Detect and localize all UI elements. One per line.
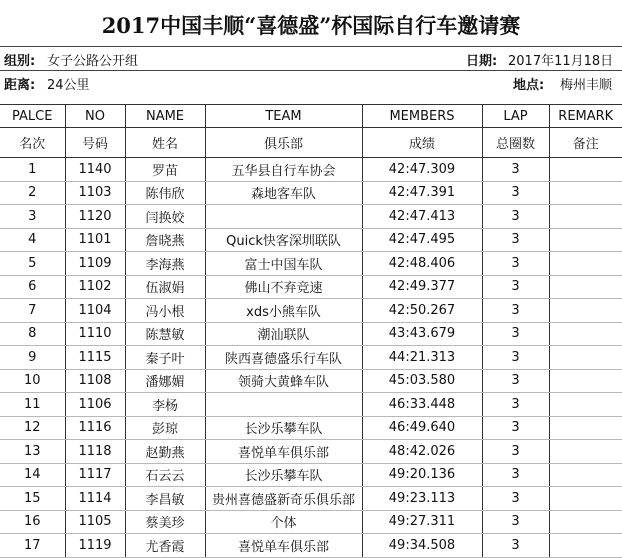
cell-lap: 3 bbox=[482, 158, 549, 182]
group-label: 组别: bbox=[4, 54, 36, 69]
cell-lap: 3 bbox=[482, 369, 549, 393]
cell-team: xds小熊车队 bbox=[205, 299, 362, 323]
cell-name: 李海燕 bbox=[125, 252, 205, 276]
cell-lap: 3 bbox=[482, 440, 549, 464]
cell-number: 1117 bbox=[65, 463, 125, 487]
header-row-cn bbox=[0, 128, 622, 158]
cell-time: 49:23.113 bbox=[362, 487, 482, 511]
cell-remark: REMARK bbox=[549, 105, 622, 128]
cell-place: 6 bbox=[0, 275, 65, 299]
cell-number: 1101 bbox=[65, 228, 125, 252]
cell-time: 46:33.448 bbox=[362, 393, 482, 417]
cell-remark bbox=[549, 205, 622, 229]
cell-place: 11 bbox=[0, 393, 65, 417]
cell-time: 46:49.640 bbox=[362, 416, 482, 440]
cell-remark bbox=[549, 299, 622, 323]
cell-team: 长沙乐攀车队 bbox=[205, 463, 362, 487]
cell-lap: 总圈数 bbox=[482, 128, 549, 158]
cell-place: 7 bbox=[0, 299, 65, 323]
cell-place: 3 bbox=[0, 205, 65, 229]
cell-lap: 3 bbox=[482, 534, 549, 558]
table-row bbox=[0, 487, 622, 511]
cell-number: 1118 bbox=[65, 440, 125, 464]
cell-lap: 3 bbox=[482, 228, 549, 252]
cell-lap: LAP bbox=[482, 105, 549, 128]
cell-name: NAME bbox=[125, 105, 205, 128]
cell-number: 1104 bbox=[65, 299, 125, 323]
cell-team: 五华县自行车协会 bbox=[205, 158, 362, 182]
cell-place: 13 bbox=[0, 440, 65, 464]
cell-name: 赵勤燕 bbox=[125, 440, 205, 464]
cell-team: 喜悦单车俱乐部 bbox=[205, 440, 362, 464]
cell-place: 16 bbox=[0, 510, 65, 534]
page-title: 2017中国丰顺“喜德盛”杯国际自行车邀请赛 bbox=[101, 13, 521, 38]
cell-time: 49:27.311 bbox=[362, 510, 482, 534]
cell-team: 佛山不弃竞速 bbox=[205, 275, 362, 299]
table-row bbox=[0, 275, 622, 299]
cell-lap: 3 bbox=[482, 205, 549, 229]
cell-lap: 3 bbox=[482, 181, 549, 205]
cell-place: 8 bbox=[0, 322, 65, 346]
cell-place: 10 bbox=[0, 369, 65, 393]
cell-remark bbox=[549, 158, 622, 182]
cell-number: 1106 bbox=[65, 393, 125, 417]
cell-team: 陕西喜德盛乐行车队 bbox=[205, 346, 362, 370]
cell-time: 49:20.136 bbox=[362, 463, 482, 487]
cell-place: 4 bbox=[0, 228, 65, 252]
cell-number: 1120 bbox=[65, 205, 125, 229]
cell-number: 1115 bbox=[65, 346, 125, 370]
cell-number: 1116 bbox=[65, 416, 125, 440]
table-row bbox=[0, 440, 622, 464]
cell-number: 1110 bbox=[65, 322, 125, 346]
cell-number: NO bbox=[65, 105, 125, 128]
date-label: 日期: bbox=[466, 54, 498, 69]
cell-time: 42:47.495 bbox=[362, 228, 482, 252]
cell-team: TEAM bbox=[205, 105, 362, 128]
cell-lap: 3 bbox=[482, 510, 549, 534]
cell-remark bbox=[549, 346, 622, 370]
table-row bbox=[0, 322, 622, 346]
cell-team: 领骑大黄蜂车队 bbox=[205, 369, 362, 393]
cell-name: 李昌敏 bbox=[125, 487, 205, 511]
cell-lap: 3 bbox=[482, 322, 549, 346]
cell-name: 陈伟欣 bbox=[125, 181, 205, 205]
cell-name: 闫换姣 bbox=[125, 205, 205, 229]
table-row bbox=[0, 510, 622, 534]
cell-team bbox=[205, 205, 362, 229]
cell-remark bbox=[549, 393, 622, 417]
cell-remark bbox=[549, 463, 622, 487]
cell-team: 俱乐部 bbox=[205, 128, 362, 158]
cell-team: 个体 bbox=[205, 510, 362, 534]
cell-lap: 3 bbox=[482, 393, 549, 417]
cell-lap: 3 bbox=[482, 463, 549, 487]
cell-remark bbox=[549, 228, 622, 252]
cell-team: 长沙乐攀车队 bbox=[205, 416, 362, 440]
cell-number: 1108 bbox=[65, 369, 125, 393]
table-row bbox=[0, 205, 622, 229]
table-row bbox=[0, 463, 622, 487]
cell-number: 1140 bbox=[65, 158, 125, 182]
cell-team: 贵州喜德盛新奇乐俱乐部 bbox=[205, 487, 362, 511]
cell-place: 14 bbox=[0, 463, 65, 487]
results-table-body bbox=[0, 105, 622, 558]
cell-place: 2 bbox=[0, 181, 65, 205]
cell-lap: 3 bbox=[482, 299, 549, 323]
location-label: 地点: bbox=[513, 78, 545, 93]
cell-name: 蔡美珍 bbox=[125, 510, 205, 534]
cell-name: 尤香霞 bbox=[125, 534, 205, 558]
distance-value: 24公里 bbox=[47, 78, 90, 93]
cell-place: 17 bbox=[0, 534, 65, 558]
table-row bbox=[0, 393, 622, 417]
cell-time: 42:50.267 bbox=[362, 299, 482, 323]
cell-remark bbox=[549, 416, 622, 440]
cell-place: 12 bbox=[0, 416, 65, 440]
cell-name: 李杨 bbox=[125, 393, 205, 417]
cell-time: 45:03.580 bbox=[362, 369, 482, 393]
cell-remark bbox=[549, 369, 622, 393]
cell-lap: 3 bbox=[482, 416, 549, 440]
cell-time: 42:48.406 bbox=[362, 252, 482, 276]
cell-number: 1102 bbox=[65, 275, 125, 299]
header-row-en bbox=[0, 105, 622, 128]
cell-team: 潮汕联队 bbox=[205, 322, 362, 346]
cell-team: Quick快客深圳联队 bbox=[205, 228, 362, 252]
cell-place: 1 bbox=[0, 158, 65, 182]
cell-remark bbox=[549, 534, 622, 558]
cell-name: 陈慧敏 bbox=[125, 322, 205, 346]
cell-time: 42:47.309 bbox=[362, 158, 482, 182]
cell-number: 1105 bbox=[65, 510, 125, 534]
cell-remark bbox=[549, 322, 622, 346]
cell-time: 42:49.377 bbox=[362, 275, 482, 299]
group-value: 女子公路公开组 bbox=[47, 54, 139, 69]
cell-team bbox=[205, 393, 362, 417]
table-row bbox=[0, 346, 622, 370]
info-row-group bbox=[0, 47, 622, 70]
cell-team: 喜悦单车俱乐部 bbox=[205, 534, 362, 558]
cell-number: 号码 bbox=[65, 128, 125, 158]
cell-name: 彭琼 bbox=[125, 416, 205, 440]
cell-name: 潘娜媚 bbox=[125, 369, 205, 393]
cell-name: 姓名 bbox=[125, 128, 205, 158]
cell-lap: 3 bbox=[482, 487, 549, 511]
date-value: 2017年11月18日 bbox=[508, 54, 614, 69]
cell-lap: 3 bbox=[482, 252, 549, 276]
cell-remark bbox=[549, 275, 622, 299]
cell-lap: 3 bbox=[482, 346, 549, 370]
cell-remark bbox=[549, 440, 622, 464]
cell-place: 9 bbox=[0, 346, 65, 370]
info-row-distance bbox=[0, 71, 622, 94]
cell-remark bbox=[549, 181, 622, 205]
cell-place: 名次 bbox=[0, 128, 65, 158]
cell-place: 5 bbox=[0, 252, 65, 276]
cell-name: 伍淑娟 bbox=[125, 275, 205, 299]
cell-time: 49:34.508 bbox=[362, 534, 482, 558]
cell-remark: 备注 bbox=[549, 128, 622, 158]
location-value: 梅州丰顺 bbox=[560, 78, 613, 93]
results-table bbox=[0, 104, 622, 558]
cell-remark bbox=[549, 487, 622, 511]
cell-time: 43:43.679 bbox=[362, 322, 482, 346]
cell-time: 42:47.413 bbox=[362, 205, 482, 229]
cell-time: MEMBERS bbox=[362, 105, 482, 128]
cell-number: 1103 bbox=[65, 181, 125, 205]
cell-team: 富士中国车队 bbox=[205, 252, 362, 276]
table-row bbox=[0, 299, 622, 323]
cell-remark bbox=[549, 252, 622, 276]
cell-time: 成绩 bbox=[362, 128, 482, 158]
cell-name: 罗苗 bbox=[125, 158, 205, 182]
table-row bbox=[0, 369, 622, 393]
cell-lap: 3 bbox=[482, 275, 549, 299]
cell-name: 石云云 bbox=[125, 463, 205, 487]
cell-number: 1119 bbox=[65, 534, 125, 558]
cell-time: 42:47.391 bbox=[362, 181, 482, 205]
distance-label: 距离: bbox=[4, 78, 36, 93]
cell-time: 48:42.026 bbox=[362, 440, 482, 464]
cell-remark bbox=[549, 510, 622, 534]
cell-name: 秦子叶 bbox=[125, 346, 205, 370]
table-row bbox=[0, 181, 622, 205]
cell-number: 1114 bbox=[65, 487, 125, 511]
cell-team: 森地客车队 bbox=[205, 181, 362, 205]
cell-name: 詹晓燕 bbox=[125, 228, 205, 252]
table-row bbox=[0, 228, 622, 252]
cell-number: 1109 bbox=[65, 252, 125, 276]
cell-name: 冯小根 bbox=[125, 299, 205, 323]
cell-time: 44:21.313 bbox=[362, 346, 482, 370]
cell-place: PALCE bbox=[0, 105, 65, 128]
table-row bbox=[0, 534, 622, 558]
table-row bbox=[0, 416, 622, 440]
cell-place: 15 bbox=[0, 487, 65, 511]
table-row bbox=[0, 158, 622, 182]
table-row bbox=[0, 252, 622, 276]
